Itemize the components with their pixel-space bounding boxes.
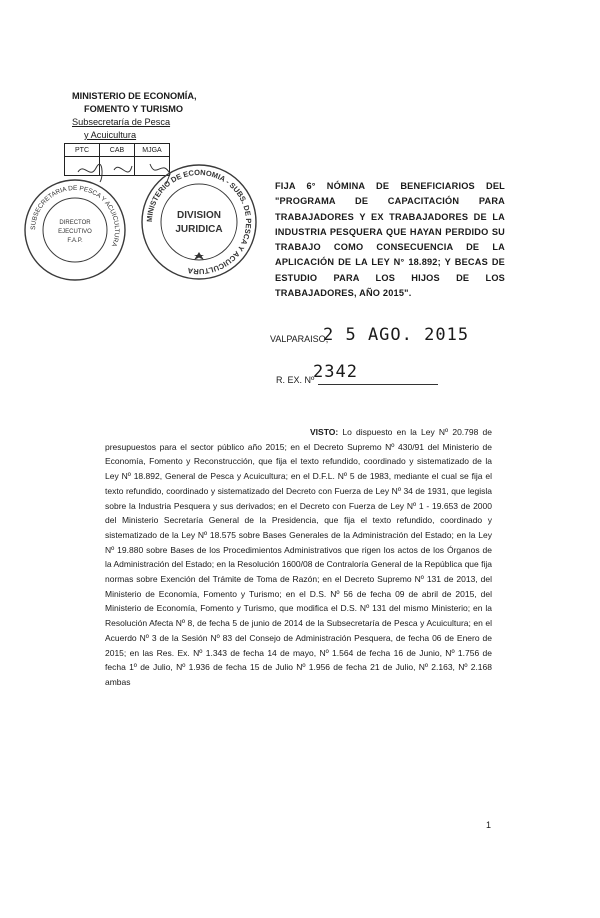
resolution-number: 2342 [313, 362, 358, 382]
resolution-prefix: R. EX. Nº [276, 375, 315, 385]
initials-cell-2: CAB [100, 144, 135, 157]
place-label: VALPARAISO, [270, 334, 329, 344]
stamp-left-line3: F.A.P. [67, 238, 83, 244]
stamp-left-line1: DIRECTOR [59, 220, 91, 226]
date-stamp: 2 5 AGO. 2015 [323, 325, 470, 345]
division-juridica-stamp [134, 160, 264, 285]
ministry-header [72, 90, 232, 142]
stamp-left-line2: EJECUTIVO [58, 229, 92, 235]
initials-cell-1: PTC [65, 144, 100, 157]
stamp-left-ring-text: SUBSECRETARIA DE PESCA Y ACUICULTURA [29, 184, 121, 248]
subsecretaria-line1: Subsecretaría de Pesca [72, 117, 171, 127]
star-icon [194, 252, 204, 260]
director-ejecutivo-stamp [20, 175, 130, 285]
visto-text: Lo dispuesto en la Ley Nº 20.798 de presupuestos para el sector público año 2015; en el Decreto Supremo Nº 430/91 del Ministerio de Economía, Fomento y Reconstrucción, que fija el texto refundido, coordinado y sistematizado de la Ley Nº 18.892, General de Pesca y Acuicultura; en el D.F.L. Nº 5 de 1983, mediante el cual se fija el texto refundido, coordinado y sistematizado del Decreto con Fuerza de Ley Nº 34 de 1931, que legisla sobre la Industria Pesquera y sus derivados; en el Decreto con Fuerza de Ley Nº 1 - 19.653 de 2000 del Ministerio Secretaría General de la Presidencia, que fija el texto refundido, coordinado y sistematizado de la Ley Nº 18.575 sobre Bases Generales de la Administración del Estado; en la Ley Nº 19.880 sobre Bases de los Procedimientos Administrativos que rigen los actos de los Órganos de la Administración del Estado; en la Resolución 1600/08 de Contraloría General de la República que fija normas sobre Exención del Trámite de Toma de Razón; en el Decreto Supremo Nº 131 de 2013, del Ministerio de Economía, Fomento y Turismo; en el D.S. Nº 56 de fecha 09 de abril de 2015, del Ministerio de Economía, Fomento y Turismo, que modifica el D.S. Nº 131 del mismo Ministerio; en la Resolución Afecta Nº 8, de fecha 5 de junio de 2014 de la Subsecretaría de Pesca y Acuicultura; en el Acuerdo Nº 3 de la Sesión Nº 83 del Consejo de Administración Pesquera, de fecha 06 de Enero de 2015; en las Res. Ex. Nº 1.343 de fecha 14 de mayo, Nº 1.564 de fecha 16 de Junio, Nº 1.756 de fecha 1º de Julio, Nº 1.936 de fecha 15 de Julio Nº 1.956 de fecha 21 de Julio, Nº 2.163, Nº 2.168 ambas [105, 427, 492, 687]
stamp-right-ring-text: MINISTERIO DE ECONOMIA - SUBS. DE PESCA Y ACUICULTURA [144, 167, 254, 277]
page-mark: 1 [486, 820, 492, 830]
ministry-name-line2: FOMENTO Y TURISMO [84, 104, 184, 114]
resolution-underline [318, 384, 438, 385]
resolution-title: FIJA 6° NÓMINA DE BENEFICIARIOS DEL "PROGRAMA DE CAPACITACIÓN PARA TRABAJADORES Y EX TRABAJADORES DE LA INDUSTRIA PESQUERA QUE HAYAN PERDIDO SU TRABAJO COMO CONSECUENCIA DE LA APLICACIÓN DE LA LEY N° 18.892; Y BECAS DE ESTUDIO PARA LOS HIJOS DE LOS TRABAJADORES, AÑO 2015". [275, 181, 505, 299]
visto-paragraph [105, 425, 492, 690]
initials-cell-3: MJGA [135, 144, 170, 157]
visto-label: VISTO: [310, 427, 339, 437]
ministry-name-line1: MINISTERIO DE ECONOMÍA, [72, 91, 197, 101]
subsecretaria-line2: y Acuicultura [84, 130, 137, 140]
stamp-right-line2: JURIDICA [175, 224, 223, 235]
stamp-right-line1: DIVISION [177, 210, 221, 221]
